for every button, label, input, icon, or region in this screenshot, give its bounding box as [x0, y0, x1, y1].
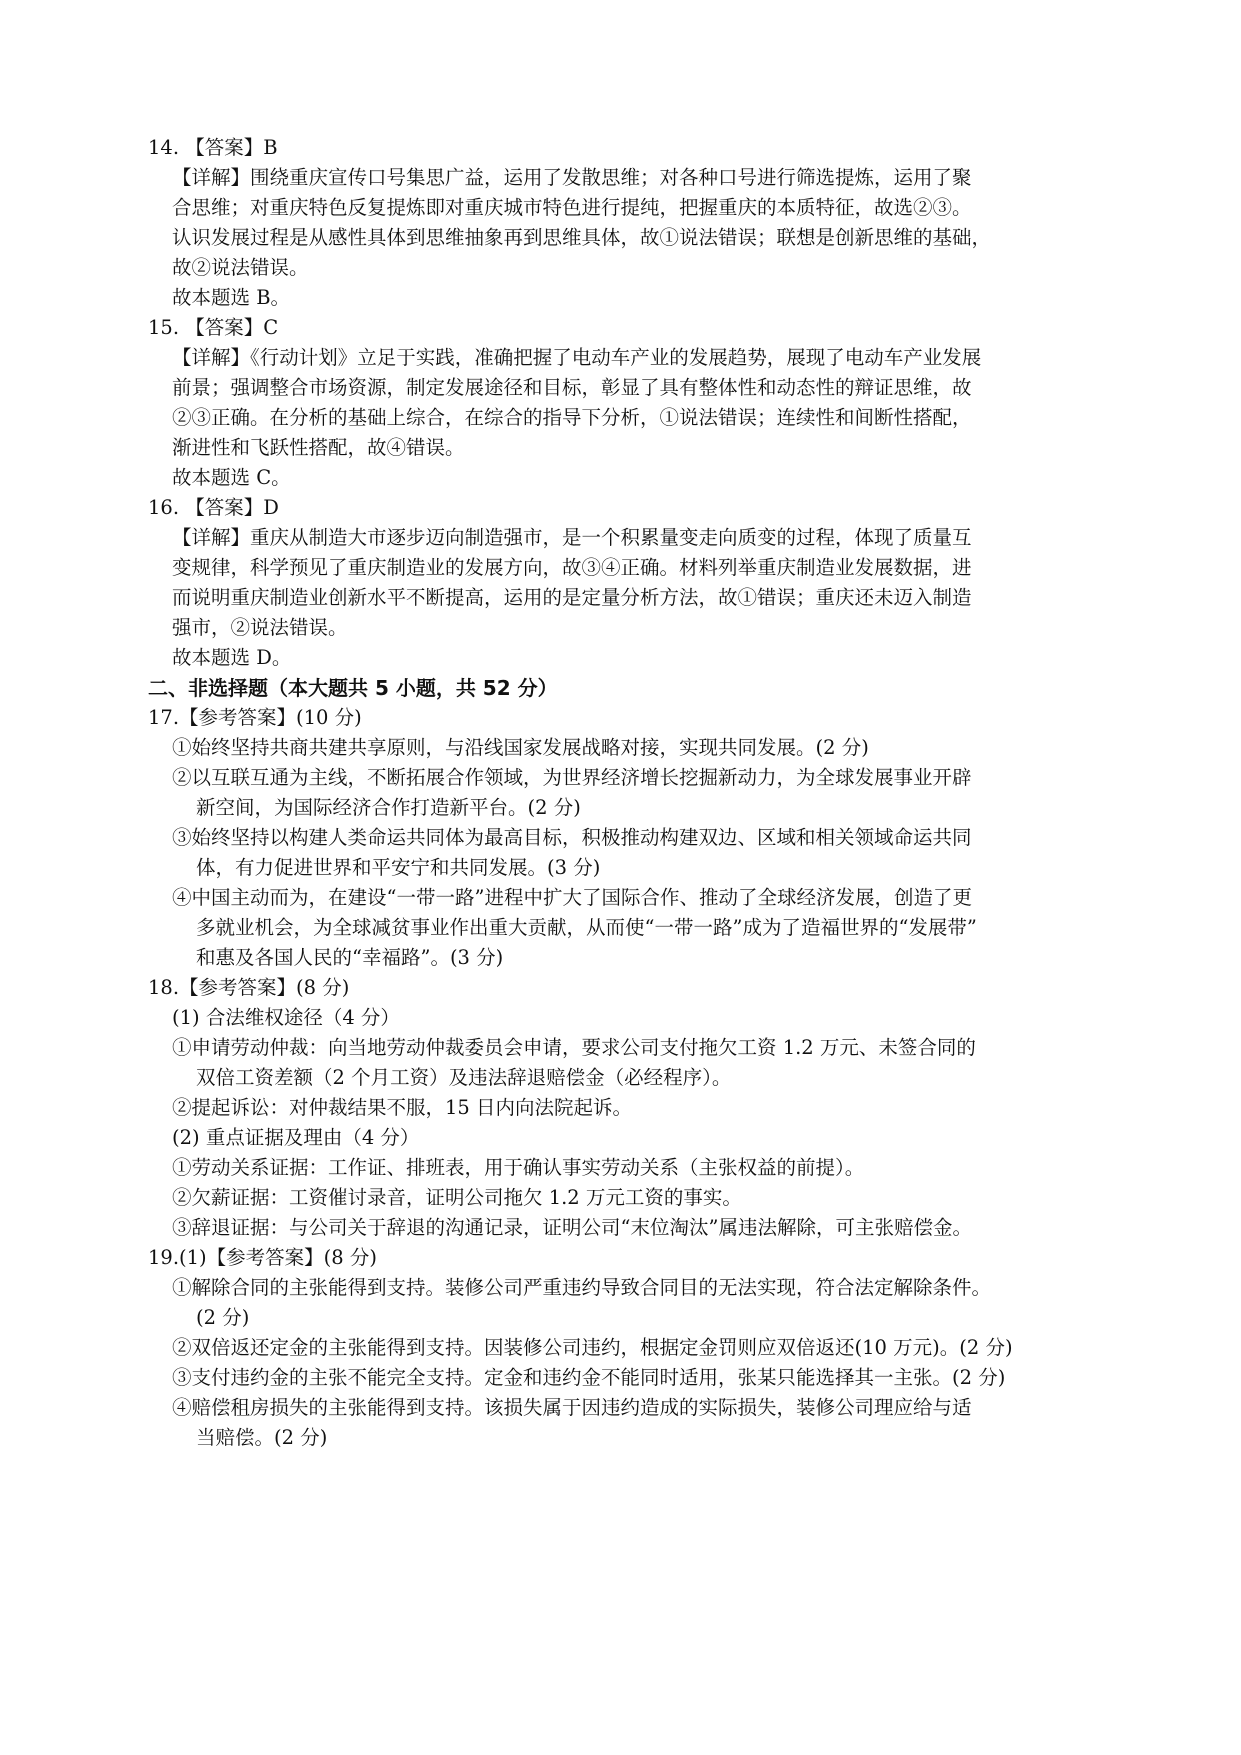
q17-point: ①始终坚持共商共建共享原则，与沿线国家发展战略对接，实现共同发展。(2 分)	[172, 736, 869, 759]
q19-point: ②双倍返还定金的主张能得到支持。因装修公司违约，根据定金罚则应双倍返还(10 万元)。(2 分)	[172, 1336, 1013, 1359]
q16-detail-line: 【详解】重庆从制造大市逐步迈向制造强市，是一个积累量变走向质变的过程，体现了质量互	[172, 526, 972, 549]
q15-detail-line: 【详解】《行动计划》立足于实践，准确把握了电动车产业的发展趋势，展现了电动车产业发展	[172, 346, 982, 369]
q18-point: ①申请劳动仲裁：向当地劳动仲裁委员会申请，要求公司支付拖欠工资 1.2 万元、未签合同的	[172, 1036, 976, 1059]
q17-point-cont: 多就业机会，为全球减贫事业作出重大贡献，从而使“一带一路”成为了造福世界的“发展带”	[196, 916, 977, 939]
q14-detail-line: 认识发展过程是从感性具体到思维抽象再到思维具体，故①说法错误；联想是创新思维的基础，	[172, 226, 992, 249]
q18-point: ①劳动关系证据：工作证、排班表，用于确认事实劳动关系（主张权益的前提）。	[172, 1156, 865, 1179]
q16-detail-line: 而说明重庆制造业创新水平不断提高，运用的是定量分析方法，故①错误；重庆还未迈入制造	[172, 586, 972, 609]
q17-header: 17.【参考答案】(10 分)	[148, 706, 362, 729]
q16-detail-line: 强市，②说法错误。	[172, 616, 348, 639]
q16-conclusion: 故本题选 D。	[172, 646, 292, 669]
q19-header: 19.(1)【参考答案】(8 分)	[148, 1246, 377, 1269]
q16-answer: 16. 【答案】D	[148, 496, 279, 519]
q15-conclusion: 故本题选 C。	[172, 466, 291, 489]
q16-detail-line: 变规律，科学预见了重庆制造业的发展方向，故③④正确。材料列举重庆制造业发展数据，进	[172, 556, 972, 579]
q18-point: ③辞退证据：与公司关于辞退的沟通记录，证明公司“末位淘汰”属违法解除，可主张赔偿金。	[172, 1216, 972, 1239]
q18-header: 18.【参考答案】(8 分)	[148, 976, 350, 999]
q17-point: ②以互联互通为主线，不断拓展合作领域，为世界经济增长挖掘新动力，为全球发展事业开辟	[172, 766, 972, 789]
q15-detail-line: 前景；强调整合市场资源，制定发展途径和目标，彰显了具有整体性和动态性的辩证思维，故	[172, 376, 972, 399]
q15-answer: 15. 【答案】C	[148, 316, 279, 339]
q14-detail-line: 合思维；对重庆特色反复提炼即对重庆城市特色进行提纯，把握重庆的本质特征，故选②③。	[172, 196, 972, 219]
q15-detail-line: 渐进性和飞跃性搭配，故④错误。	[172, 436, 465, 459]
q17-point: ③始终坚持以构建人类命运共同体为最高目标，积极推动构建双边、区域和相关领域命运共同	[172, 826, 972, 849]
q18-subheading: (2) 重点证据及理由（4 分）	[172, 1126, 420, 1149]
q19-point: ③支付违约金的主张不能完全支持。定金和违约金不能同时适用，张某只能选择其一主张。(2 分)	[172, 1366, 1006, 1389]
q19-point-cont: (2 分)	[196, 1306, 250, 1329]
q19-point-cont: 当赔偿。(2 分)	[196, 1426, 328, 1449]
q17-point: ④中国主动而为，在建设“一带一路”进程中扩大了国际合作、推动了全球经济发展，创造了更	[172, 886, 972, 909]
q19-point: ①解除合同的主张能得到支持。装修公司严重违约导致合同目的无法实现，符合法定解除条件。	[172, 1276, 992, 1299]
q18-point: ②提起诉讼：对仲裁结果不服，15 日内向法院起诉。	[172, 1096, 633, 1119]
q19-point: ④赔偿租房损失的主张能得到支持。该损失属于因违约造成的实际损失，装修公司理应给与适	[172, 1396, 972, 1419]
q14-answer: 14. 【答案】B	[148, 136, 278, 159]
q14-detail-line: 【详解】围绕重庆宣传口号集思广益，运用了发散思维；对各种口号进行筛选提炼，运用了聚	[172, 166, 972, 189]
section-title: 二、非选择题（本大题共 5 小题，共 52 分）	[148, 676, 558, 700]
q14-detail-line: 故②说法错误。	[172, 256, 309, 279]
q17-point-cont: 新空间，为国际经济合作打造新平台。(2 分)	[196, 796, 581, 819]
q18-point: ②欠薪证据：工资催讨录音，证明公司拖欠 1.2 万元工资的事实。	[172, 1186, 742, 1209]
q17-point-cont: 体，有力促进世界和平安宁和共同发展。(3 分)	[196, 856, 601, 879]
q18-subheading: (1) 合法维权途径（4 分）	[172, 1006, 400, 1029]
q17-point-cont: 和惠及各国人民的“幸福路”。(3 分)	[196, 946, 504, 969]
q15-detail-line: ②③正确。在分析的基础上综合，在综合的指导下分析，①说法错误；连续性和间断性搭配，	[172, 406, 972, 429]
q14-conclusion: 故本题选 B。	[172, 286, 291, 309]
q18-point-cont: 双倍工资差额（2 个月工资）及违法辞退赔偿金（必经程序）。	[196, 1066, 732, 1089]
